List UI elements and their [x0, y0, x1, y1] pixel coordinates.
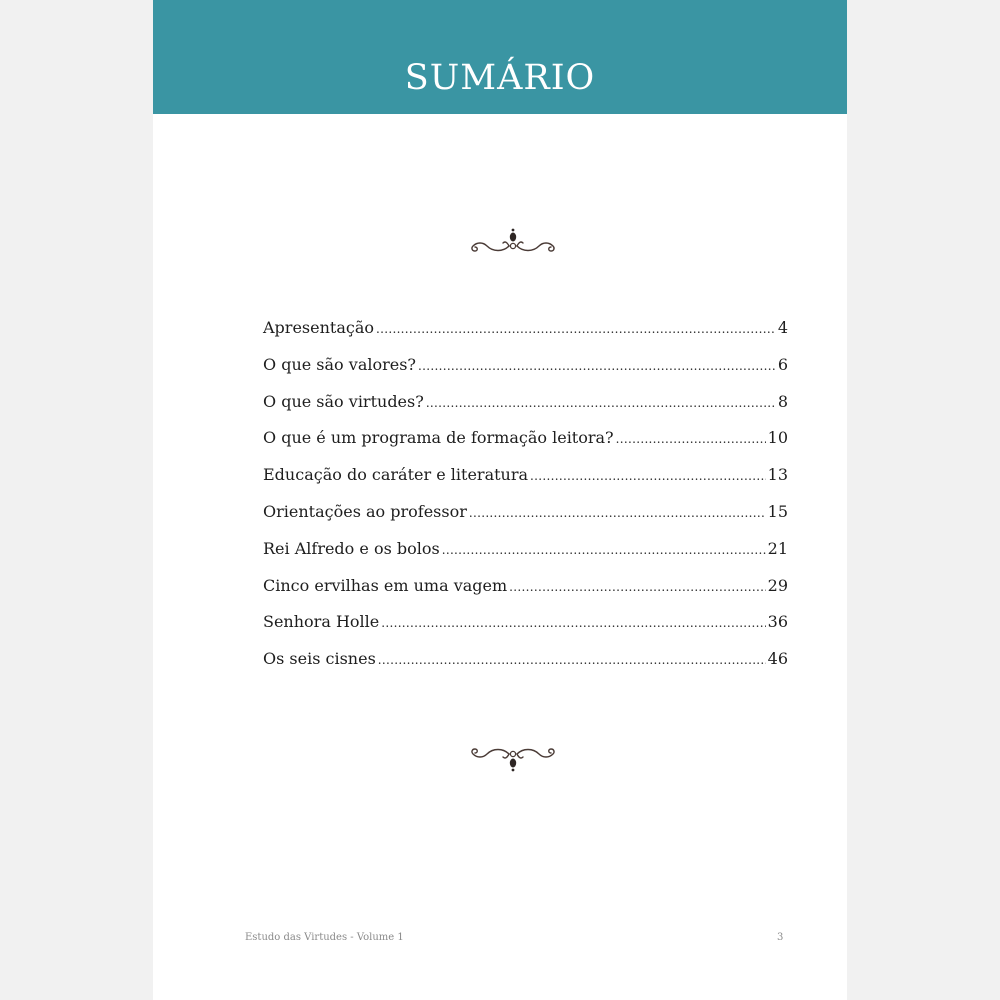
- toc-entry-page: 4: [777, 318, 788, 337]
- toc-entry[interactable]: [263, 502, 788, 539]
- toc-entry-page: 10: [767, 428, 788, 448]
- dot-leader: [442, 543, 766, 557]
- toc-entry-title: Orientações ao professor: [263, 501, 467, 521]
- dot-leader: [381, 616, 765, 630]
- toc-entry[interactable]: [263, 392, 788, 429]
- toc-entry-title: Rei Alfredo e os bolos: [263, 538, 440, 558]
- toc-entry[interactable]: [263, 649, 788, 686]
- dot-leader: [616, 432, 766, 446]
- toc-entry-page: 8: [777, 391, 788, 411]
- toc-entry-page: 36: [767, 612, 788, 632]
- flourish-ornament-icon: [463, 226, 563, 262]
- toc-entry[interactable]: [263, 355, 788, 392]
- dot-leader: [509, 580, 765, 594]
- footer-page-number: 3: [777, 932, 784, 943]
- toc-entry-title: Apresentação: [263, 318, 374, 337]
- footer-book-title: Estudo das Virtudes - Volume 1: [245, 932, 404, 943]
- toc-entry[interactable]: [263, 576, 788, 613]
- table-of-contents: [263, 318, 788, 686]
- dot-leader: [378, 653, 766, 667]
- toc-entry-page: 15: [767, 501, 788, 521]
- toc-entry-page: 29: [767, 575, 788, 595]
- toc-entry-title: O que são virtudes?: [263, 391, 424, 411]
- toc-entry-title: Educação do caráter e literatura: [263, 465, 529, 485]
- dot-leader: [418, 359, 776, 373]
- page-title: SUMÁRIO: [404, 58, 596, 98]
- toc-entry[interactable]: [263, 539, 788, 576]
- toc-entry-title: O que são valores?: [263, 354, 417, 374]
- toc-entry-page: 6: [777, 354, 788, 374]
- toc-entry-title: O que é um programa de formação leitora?: [263, 428, 614, 448]
- toc-entry-page: 13: [767, 465, 788, 485]
- toc-entry-title: Senhora Holle: [263, 612, 380, 632]
- dot-leader: [376, 322, 776, 336]
- dot-leader: [469, 506, 766, 520]
- toc-entry[interactable]: [263, 318, 788, 355]
- toc-entry-title: Cinco ervilhas em uma vagem: [263, 575, 508, 595]
- dot-leader: [426, 396, 776, 410]
- toc-entry[interactable]: [263, 612, 788, 649]
- toc-entry-page: 21: [767, 538, 788, 558]
- dot-leader: [530, 469, 766, 483]
- document-page: [153, 0, 847, 1000]
- toc-entry-page: 46: [767, 649, 788, 669]
- toc-entry[interactable]: [263, 428, 788, 465]
- header-band: [153, 0, 847, 114]
- toc-entry[interactable]: [263, 465, 788, 502]
- toc-entry-title: Os seis cisnes: [263, 649, 376, 669]
- flourish-ornament-icon: [463, 738, 563, 774]
